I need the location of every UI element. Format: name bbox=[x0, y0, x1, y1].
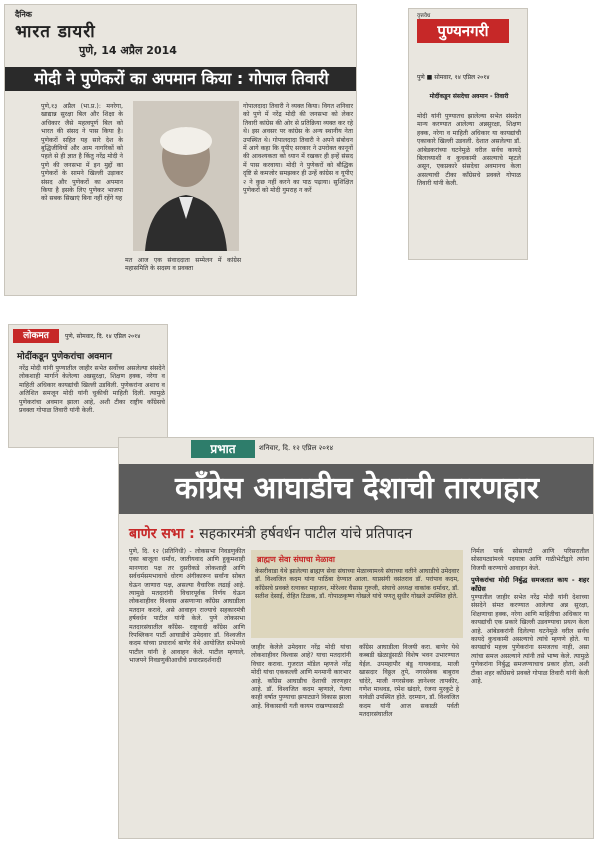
newspaper-masthead: पुण्यनगरी bbox=[417, 19, 509, 43]
news-clipping-prabhat bbox=[118, 437, 594, 839]
headline: मोदींकडून पुणेकरांचा अवमान bbox=[17, 352, 112, 362]
article-column: काँग्रेस आघाडीला विजयी करा. बाणेर येथे कब्बडी खेळाडूंसाठी विशेष भवन उभारण्यात येईल. उपमहापौर बंडू गायकवाड, माजी खासदार विठ्ठल तुपे, नगरसेवक बाबुराव चांदेरे, माजी नगरसेवक ज्ञानेश्वर तापकीर, गणेश माथवड, रमेश खंदारे, रंजना मुरकुटे हे यावेळी उपस्थित होते. दरम्यान, डॉ. विश्वजित कदम यांनी आज सकाळी पर्वती मतदारसंघातील bbox=[359, 644, 459, 719]
subheadline-tag: बाणेर सभा : bbox=[129, 526, 195, 542]
article-paragraph: पुण्यातील जाहीर सभेत नरेंद्र मोदी यांनी देशाच्या संसदेने संमत करण्यात आलेल्या अन्न सुरक्षा, शिक्षणाचा हक्क, नरेगा आणि माहितीचा अधिकार या कायद्यांची एक प्रकारे खिल्ली उडवण्याचा प्रयत्न केला आहे. आंबेडकरांनी दिलेल्या घटनेमुळे वरील सर्वच कायदे कुचकामी असल्याचे त्यांचे म्हणणे होते. या कायद्यांचे महत्त्व पुणेकरांना समजतच नाही, असा त्यांचा समज असल्याने त्यांनी तसे भाष्य केले. त्यामुळे पुणेकरांना निर्बुद्ध समजण्याचाच प्रकार होता, अशी टीका शहर काँग्रेसचे प्रवक्ते गोपाळ तिवारी यांनी केली आहे. bbox=[471, 594, 589, 686]
newspaper-masthead: भारत डायरी bbox=[15, 22, 96, 42]
subheadline bbox=[129, 524, 589, 543]
article-column: गोपालदादा तिवारी ने व्यक्त किया। विगत शनिवार को पुणे में नरेंद्र मोदी की जनसभा को लेकर तिवारी कांग्रेस की ओर से प्रतिक्रिया व्यक्त कर रहे थे। इस अवसर पर कांग्रेस के अन्य स्थानीय नेता उपस्थित थे। गोपालदादा तिवारी ने अपने संबोधन में आगे कहा कि यूपीए सरकार ने उपरोक्त कानूनों की आवश्यकता को ध्यान में रखकर ही इन्हें संसद में पास करवाया। मोदी ने पुणेकरों को बौद्धिक दृष्टि से कमजोर समझकर ही उन्हें कांग्रेस व यूपीए २ ने कुछ नहीं करने का पाठ पढ़ाया। सुशिक्षित पुणेकरों को मोदी गुमराह न करें bbox=[243, 103, 353, 195]
person-photo-icon bbox=[133, 101, 239, 251]
article-body: मोदी यांनी पुण्यातच झालेल्या सभेत संसदेत मान्य करण्यात आलेल्या अन्नसुरक्षा, शिक्षण हक्क, नरेगा व माहिती अधिकार या कायद्यांची एकाकारे खिल्ली उडवली. देशात असलेल्या डॉ. आंबेडकरांच्या घटनेमुळे वरील सर्वच कायदे बिलाच्याशी व कुचकामी असल्याचे म्हटले असून, एकप्रकारे संसदेचा अवमानच केला असल्याची टीका काँग्रेसचे प्रवक्ते गोपाळ तिवारी यांनी केली. bbox=[417, 113, 521, 188]
article-body: नरेंद्र मोदी यांनी पुण्यातील जाहीर सभेत सर्वोच्च असलेल्या संसदेने लोकशाही मार्गाने केलेल्या अन्नसुरक्षा, शिक्षण हक्क, नरेगा व माहिती अधिकार कायद्यांची खिल्ली उडविली. पुणेकरांना अशाच व अतिशित समजून मोदी यांनी चुकीची माहिती दिली. त्यामुळे पुणेकरांचा अवमान झाला आहे, अशी टीका राष्ट्रीय काँग्रेसचे प्रवक्ता गोपाळ तिवारी यांनी केली. bbox=[19, 365, 165, 415]
inset-box-title: ब्राह्मण सेवा संघाचा मेळावा bbox=[257, 555, 335, 564]
publication-date: शनिवार, दि. १२ एप्रिल २०१४ bbox=[259, 444, 334, 452]
article-column: पुणे, दि. १२ (प्रतिनिधी) - लोकसभा निवडणुकीत एका बाजूला धर्मांध, जातीयवाद आणि हुकूमशाही मानणारा पक्ष तर दुसरीकडे लोकशाही आणि सर्वधर्मसमभावाचे धोरण अंगीकारून सर्वांना सोबत घेऊन जाणारा पक्ष, असल्या वैचारिक लढाई आहे. त्यामुळे मतदारांनी विचारपूर्वक निर्णय घेऊन लोकशाहीवर विश्वास असणाऱ्या काँग्रेस आघाडीला मतदान करावे, असे आवाहन राज्याचे सहकारमंत्री हर्षवर्धन पाटील यांनी केले. पुणे लोकसभा मतदारसंघातील काँग्रेस- राष्ट्रवादी काँग्रेस आणि रिपब्लिकन पार्टी आघाडीचे उमेदवार डॉ. विश्वजीत कदम यांच्या प्रचारार्थ बाणेर येथे आयोजित सभेमध्ये पाटील यांनी हे आवाहन केले. पाटील म्हणाले, भाजपने निवडणुकीआधीचे प्रचारप्रदर्शनादी bbox=[129, 548, 245, 665]
newspaper-masthead: लोकमत bbox=[13, 329, 59, 343]
headline: काँग्रेस आघाडीच देशाची तारणहार bbox=[119, 464, 594, 514]
subheadline-text: सहकारमंत्री हर्षवर्धन पाटील यांचे प्रतिपादन bbox=[199, 526, 413, 542]
publication-date: पुणे ■ सोमवार, १४ एप्रिल २०१४ bbox=[417, 74, 490, 81]
article-paragraph: निर्मल पार्क सोसायटी आणि परिसरातील सोसायट्यांमध्ये पदयात्रा आणि गाठीभेटीद्वारे त्यांना विजयी करण्याचे आवाहन केले. bbox=[471, 548, 589, 572]
news-clipping-punya-nagari bbox=[408, 8, 528, 260]
section-subheading: पुणेकरांचा मोदी निर्बुद्ध समजतात काय - शहर काँग्रेस bbox=[471, 576, 589, 593]
news-clipping-bharat-diary bbox=[4, 4, 357, 296]
publication-date: पुणे, 14 अप्रैल 2014 bbox=[79, 44, 177, 57]
headline: मोदी ने पुणेकरों का अपमान किया : गोपाल तिवारी bbox=[5, 67, 357, 91]
newspaper-tagline: दैनिक bbox=[15, 10, 32, 19]
news-clipping-lokmat bbox=[8, 324, 168, 448]
article-column: जाहीर केलेले उमेदवार नरेंद्र मोदी यांचा लोकशाहीवर विश्वास आहे? याचा मतदारांनी विचार करावा. गुजरात मॉडेल म्हणजे नरेंद्र मोदी यांचा एककल्ली आणि मनमानी कारभार आहे. काँग्रेस आघाडीच देशाची तारणहार आहे. डॉ. विश्वजित कदम म्हणाले, गेल्या काही वर्षात पुण्याचा झपाट्याने विकास झाला आहे. विकासाची गती कायम राखण्यासाठी bbox=[251, 644, 351, 710]
article-column: पुणे,१३ अप्रैल (भा.प्र.): मनरेगा, खाद्यान्न सुरक्षा बिल और शिक्षा के अधिकार जैसे महत्वपूर्ण बिल को भारत की संसद ने पास किया है। पुणेकरों सहित यह सारे देश के बुद्धिजीवियों और आम नागरिकों को पहले से ही ज्ञात है किंतु नरेंद्र मोदी ने पुणे की जनसभा में इन मुद्दों का पुणेकरों के सामने खिल्ली उड़ाकर संसद और पुणेकरों का अपमान किया है इसके लिए पुणेकर भाजपा को सबक सिखाएं बिना नहीं रहेंगे यह bbox=[41, 103, 123, 203]
inset-box-body: केसरीवाडा येथे झालेल्या ब्राह्मण सेवा संघाच्या मेळाव्यामध्ये संघाच्या वतीने आघाडीचे उमेदवार डॉ. विश्वजित कदम यांना पाठिंबा देण्यात आला. याप्रसंगी वसंतराव डॉ. परांपाव कदम, काँग्रेसचे प्रवक्ते रत्नाकर महाजन, मोरेश्वर घैसास गुरुजी, संघाचे अध्यक्ष वाकांक धर्माधर, डॉ. सतीश देसाई, रोहित टिळक, डॉ. गोपाळकृष्ण गोखले यांचे पणतू सुधीर गोखले उपस्थित होते. bbox=[255, 568, 459, 601]
newspaper-tagline: वृत्तवेध bbox=[417, 13, 431, 19]
headline: मोदींकडून संसदेचा अवमान - तिवारी bbox=[429, 93, 509, 100]
photo-caption: मत आज एक संवाददाता सम्मेलन में कांग्रेस महासमिति के सदस्य व प्रवक्ता bbox=[125, 257, 241, 273]
newspaper-masthead: प्रभात bbox=[191, 440, 255, 458]
portrait-photo bbox=[133, 101, 239, 251]
inset-box bbox=[251, 550, 463, 638]
article-column bbox=[471, 548, 589, 687]
publication-date: पुणे, सोमवार, दि. १४ एप्रिल २०१४ bbox=[65, 333, 141, 340]
